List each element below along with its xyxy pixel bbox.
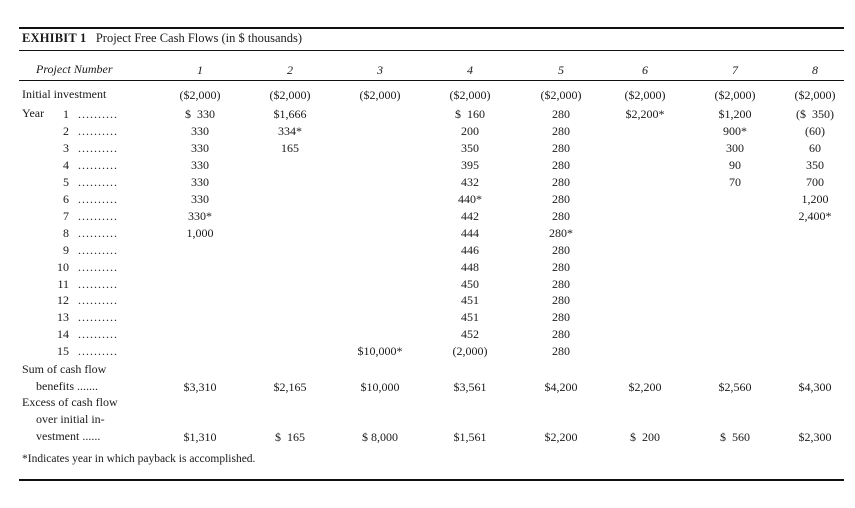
year-7-value-p1: 330* [188, 209, 212, 223]
excess-value-p3: $ 8,000 [362, 430, 398, 444]
excess-label-line2: over initial in- [36, 412, 105, 426]
year-2-value-p5: 280 [552, 124, 570, 138]
year-4-value-p4: 395 [461, 158, 479, 172]
initial-investment-p3: ($2,000) [359, 88, 401, 102]
footnote: *Indicates year in which payback is accomplished. [22, 453, 256, 465]
sum-value-p6: $2,200 [628, 380, 662, 394]
year-number-11: 11 [57, 277, 69, 291]
project-header-p8: 8 [812, 63, 818, 77]
year-4-value-p7: 90 [729, 158, 741, 172]
year-1-value-p5: 280 [552, 107, 570, 121]
year-1-value-p8: ($ 350) [796, 107, 834, 121]
excess-value-p5: $2,200 [544, 430, 578, 444]
year-3-value-p5: 280 [552, 141, 570, 155]
year-7-value-p5: 280 [552, 209, 570, 223]
bottom-rule [19, 479, 844, 481]
excess-value-p4: $1,561 [453, 430, 487, 444]
project-header-p7: 7 [732, 63, 738, 77]
year-number-1: 1 [63, 107, 69, 121]
year-number-2: 2 [63, 124, 69, 138]
year-15-value-p5: 280 [552, 344, 570, 358]
year-number-9: 9 [63, 243, 69, 257]
leader-dots: .......... [78, 124, 118, 138]
excess-label-line3: vestment ...... [36, 429, 101, 443]
leader-dots: .......... [78, 226, 118, 240]
excess-value-p2: $ 165 [275, 430, 305, 444]
exhibit-number: EXHIBIT 1 [22, 31, 87, 45]
leader-dots: .......... [78, 107, 118, 121]
year-2-value-p8: (60) [805, 124, 825, 138]
project-header-p2: 2 [287, 63, 293, 77]
leader-dots: .......... [78, 277, 118, 291]
project-header-p1: 1 [197, 63, 203, 77]
excess-value-p6: $ 200 [630, 430, 660, 444]
year-number-5: 5 [63, 175, 69, 189]
excess-value-p1: $1,310 [183, 430, 217, 444]
year-1-value-p6: $2,200* [625, 107, 665, 121]
project-header-p5: 5 [558, 63, 564, 77]
year-number-10: 10 [57, 260, 69, 274]
year-3-value-p4: 350 [461, 141, 479, 155]
year-4-value-p8: 350 [806, 158, 824, 172]
year-3-value-p7: 300 [726, 141, 744, 155]
sum-value-p5: $4,200 [544, 380, 578, 394]
year-9-value-p4: 446 [461, 243, 479, 257]
leader-dots: .......... [78, 209, 118, 223]
year-12-value-p4: 451 [461, 293, 479, 307]
year-11-value-p5: 280 [552, 277, 570, 291]
project-header-p4: 4 [467, 63, 473, 77]
excess-value-p8: $2,300 [798, 430, 832, 444]
year-2-value-p1: 330 [191, 124, 209, 138]
year-1-value-p1: $ 330 [185, 107, 215, 121]
leader-dots: .......... [78, 243, 118, 257]
year-5-value-p5: 280 [552, 175, 570, 189]
year-label: Year [22, 106, 45, 120]
year-8-value-p1: 1,000 [186, 226, 214, 240]
year-3-value-p2: 165 [281, 141, 299, 155]
year-number-13: 13 [57, 310, 69, 324]
sum-value-p7: $2,560 [718, 380, 752, 394]
year-number-14: 14 [57, 327, 69, 341]
leader-dots: .......... [78, 344, 118, 358]
sum-value-p4: $3,561 [453, 380, 487, 394]
initial-investment-p7: ($2,000) [714, 88, 756, 102]
year-14-value-p5: 280 [552, 327, 570, 341]
year-5-value-p1: 330 [191, 175, 209, 189]
leader-dots: .......... [78, 141, 118, 155]
initial-investment-p1: ($2,000) [179, 88, 221, 102]
year-6-value-p1: 330 [191, 192, 209, 206]
initial-investment-p2: ($2,000) [269, 88, 311, 102]
year-7-value-p4: 442 [461, 209, 479, 223]
sum-label-line2: benefits ....... [36, 379, 98, 393]
year-13-value-p5: 280 [552, 310, 570, 324]
leader-dots: .......... [78, 310, 118, 324]
year-4-value-p5: 280 [552, 158, 570, 172]
year-10-value-p5: 280 [552, 260, 570, 274]
leader-dots: .......... [78, 175, 118, 189]
initial-investment-p6: ($2,000) [624, 88, 666, 102]
excess-value-p7: $ 560 [720, 430, 750, 444]
year-15-value-p4: (2,000) [452, 344, 488, 358]
leader-dots: .......... [78, 327, 118, 341]
project-header-p3: 3 [377, 63, 383, 77]
year-9-value-p5: 280 [552, 243, 570, 257]
year-4-value-p1: 330 [191, 158, 209, 172]
year-2-value-p2: 334* [278, 124, 302, 138]
initial-investment-p8: ($2,000) [794, 88, 836, 102]
year-number-15: 15 [57, 344, 69, 358]
year-number-6: 6 [63, 192, 69, 206]
year-number-7: 7 [63, 209, 69, 223]
sum-value-p8: $4,300 [798, 380, 832, 394]
year-11-value-p4: 450 [461, 277, 479, 291]
year-15-value-p3: $10,000* [357, 344, 403, 358]
year-1-value-p2: $1,666 [273, 107, 307, 121]
top-rule [19, 27, 844, 29]
leader-dots: .......... [78, 260, 118, 274]
excess-label-line1: Excess of cash flow [22, 395, 118, 409]
year-13-value-p4: 451 [461, 310, 479, 324]
year-5-value-p8: 700 [806, 175, 824, 189]
header-rule [19, 80, 844, 81]
year-6-value-p4: 440* [458, 192, 482, 206]
year-7-value-p8: 2,400* [798, 209, 832, 223]
year-6-value-p8: 1,200 [801, 192, 829, 206]
year-3-value-p8: 60 [809, 141, 821, 155]
exhibit-caption: Project Free Cash Flows (in $ thousands) [95, 31, 303, 45]
year-number-4: 4 [63, 158, 69, 172]
year-8-value-p4: 444 [461, 226, 479, 240]
year-number-3: 3 [63, 141, 69, 155]
year-8-value-p5: 280* [549, 226, 573, 240]
sum-label-line1: Sum of cash flow [22, 362, 107, 376]
year-5-value-p7: 70 [729, 175, 741, 189]
year-12-value-p5: 280 [552, 293, 570, 307]
project-number-header: Project Number [36, 62, 113, 76]
year-3-value-p1: 330 [191, 141, 209, 155]
year-2-value-p4: 200 [461, 124, 479, 138]
year-1-value-p4: $ 160 [455, 107, 485, 121]
year-number-12: 12 [57, 293, 69, 307]
initial-investment-label: Initial investment [22, 87, 107, 101]
project-header-p6: 6 [642, 63, 648, 77]
year-14-value-p4: 452 [461, 327, 479, 341]
leader-dots: .......... [78, 158, 118, 172]
initial-investment-p4: ($2,000) [449, 88, 491, 102]
title-rule [19, 50, 844, 51]
sum-value-p3: $10,000 [360, 380, 400, 394]
initial-investment-p5: ($2,000) [540, 88, 582, 102]
sum-value-p2: $2,165 [273, 380, 307, 394]
year-5-value-p4: 432 [461, 175, 479, 189]
year-10-value-p4: 448 [461, 260, 479, 274]
year-number-8: 8 [63, 226, 69, 240]
year-2-value-p7: 900* [723, 124, 747, 138]
exhibit-title [22, 31, 302, 46]
year-6-value-p5: 280 [552, 192, 570, 206]
year-1-value-p7: $1,200 [718, 107, 752, 121]
sum-value-p1: $3,310 [183, 380, 217, 394]
leader-dots: .......... [78, 192, 118, 206]
leader-dots: .......... [78, 293, 118, 307]
